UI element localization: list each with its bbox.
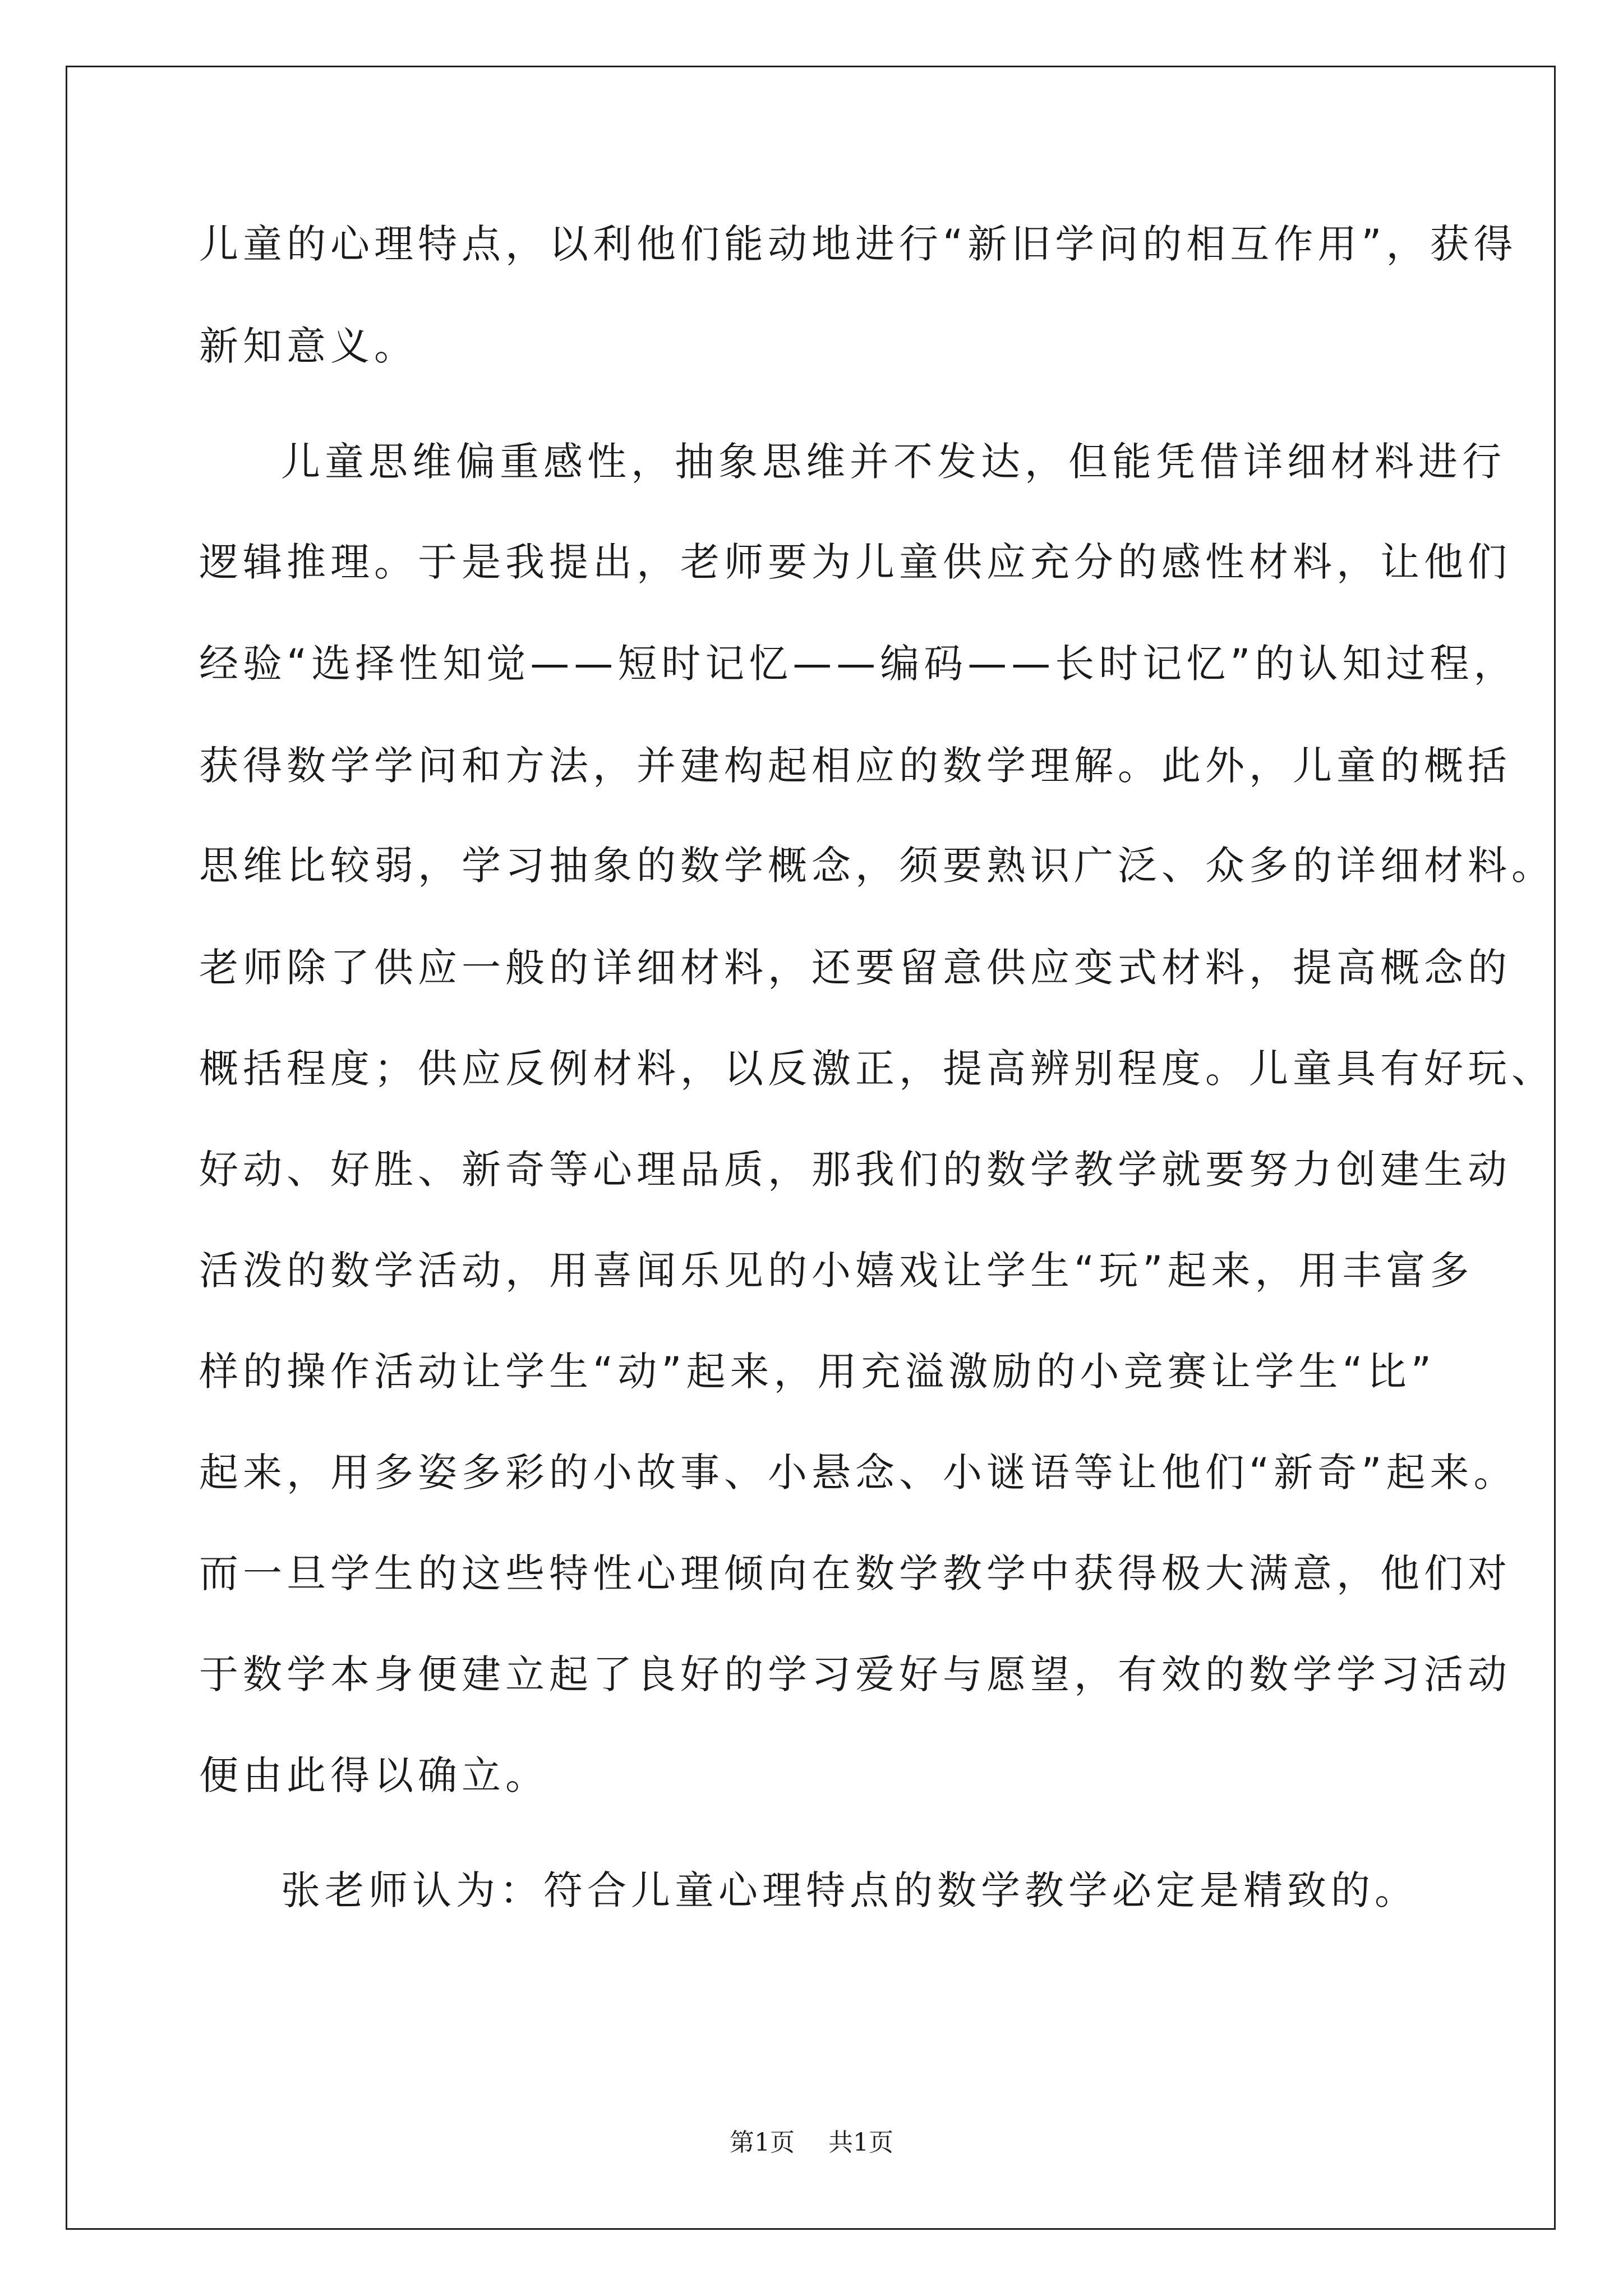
text-line: 经验“选择性知觉——短时记忆——编码——长时记忆”的认知过程， [199, 641, 1518, 687]
text-line: 思维比较弱，学习抽象的数学概念，须要熟识广泛、众多的详细材料。 [199, 843, 1555, 889]
paragraph-start-line: 张老师认为：符合儿童心理特点的数学教学必定是精致的。 [281, 1867, 1418, 1913]
text-line: 活泼的数学活动，用喜闻乐见的小嬉戏让学生“玩”起来，用丰富多 [199, 1248, 1474, 1294]
text-line: 新知意义。 [199, 323, 418, 369]
text-line: 老师除了供应一般的详细材料，还要留意供应变式材料，提高概念的 [199, 945, 1511, 991]
paragraph-start-line: 儿童思维偏重感性，抽象思维并不发达，但能凭借详细材料进行 [281, 439, 1506, 485]
text-line: 逻辑推理。于是我提出，老师要为儿童供应充分的感性材料，让他们 [199, 539, 1511, 585]
text-line: 起来，用多姿多彩的小故事、小悬念、小谜语等让他们“新奇”起来。 [199, 1450, 1518, 1496]
page-number-current: 第1页 [730, 2128, 795, 2157]
text-line: 样的操作活动让学生“动”起来，用充溢激励的小竞赛让学生“比” [199, 1349, 1436, 1395]
text-line: 儿童的心理特点，以利他们能动地进行“新旧学问的相互作用”，获得 [199, 221, 1518, 267]
text-line: 好动、好胜、新奇等心理品质，那我们的数学教学就要努力创建生动 [199, 1147, 1511, 1193]
text-line: 于数学本身便建立起了良好的学习爱好与愿望，有效的数学学习活动 [199, 1651, 1511, 1697]
text-line: 概括程度；供应反例材料，以反激正，提高辨别程度。儿童具有好玩、 [199, 1046, 1555, 1092]
text-line: 获得数学学问和方法，并建构起相应的数学理解。此外，儿童的概括 [199, 743, 1511, 789]
text-line: 而一旦学生的这些特性心理倾向在数学教学中获得极大满意，他们对 [199, 1550, 1511, 1596]
page-number-total: 共1页 [828, 2128, 893, 2157]
page-footer [0, 2126, 1623, 2160]
text-line: 便由此得以确立。 [199, 1752, 549, 1798]
